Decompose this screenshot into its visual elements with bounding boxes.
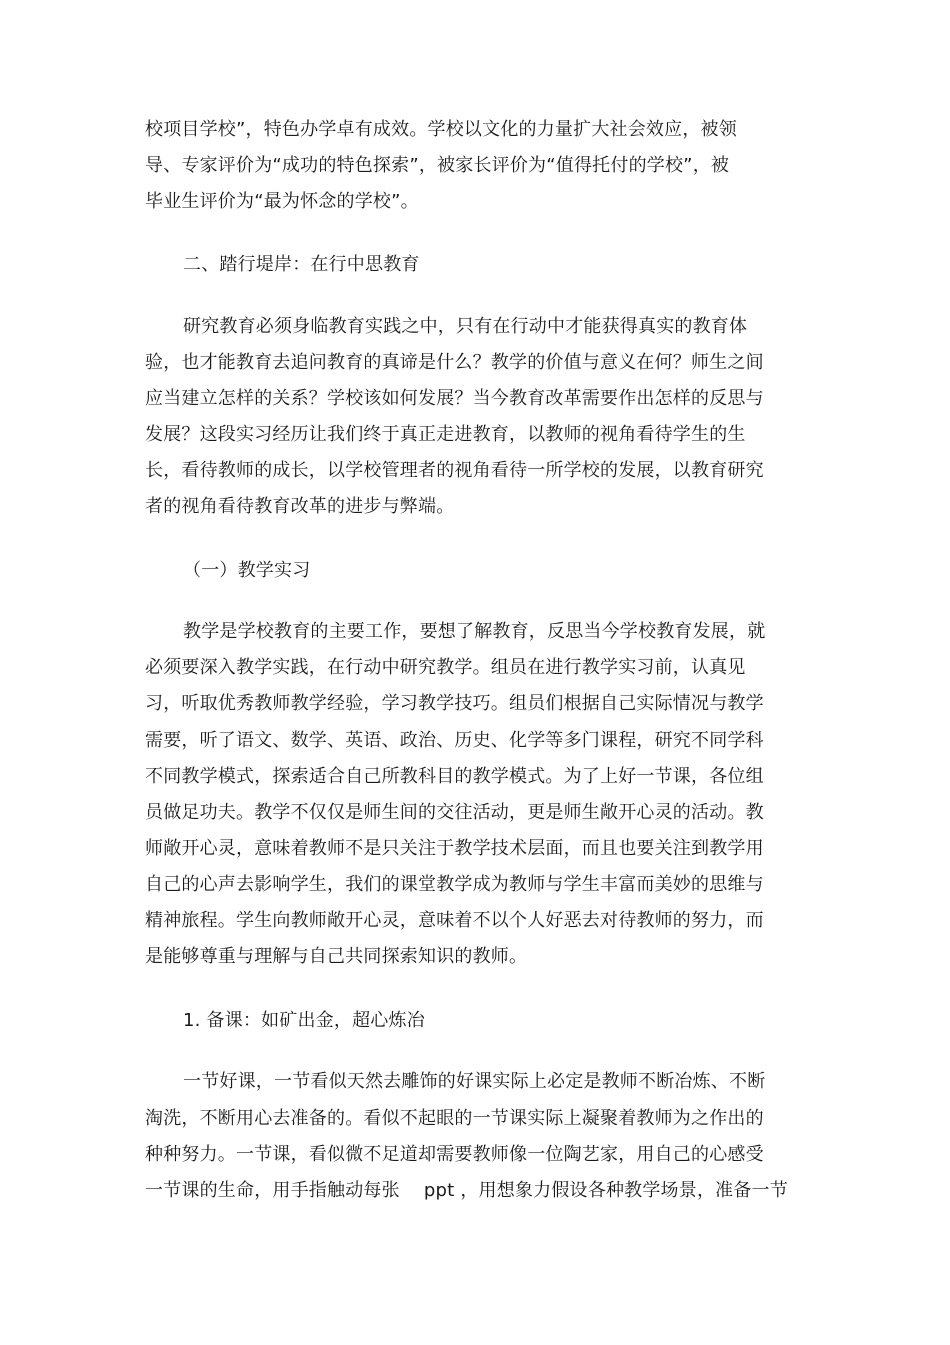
paragraph-line: 精神旅程。学生向教师敞开心灵，意味着不以个人好恶去对待教师的努力，而 — [145, 910, 764, 931]
paragraph-line: 教学是学校教育的主要工作，要想了解教育，反思当今学校教育发展，就 — [183, 621, 766, 642]
paragraph-line: 种种努力。一节课，看似微不足道却需要教师像一位陶艺家，用自己的心感受 — [145, 1144, 764, 1165]
paragraph-line: 自己的心声去影响学生，我们的课堂教学成为教师与学生丰富而美妙的思维与 — [145, 874, 764, 895]
paragraph-line: 是能够尊重与理解与自己共同探索知识的教师。 — [145, 946, 528, 967]
paragraph-line: 习，听取优秀教师教学经验，学习教学技巧。组员们根据自己实际情况与教学 — [145, 693, 764, 714]
paragraph-line: 一节好课，一节看似天然去雕饰的好课实际上必定是教师不断冶炼、不断 — [183, 1071, 766, 1092]
paragraph-line: 研究教育必须身临教育实践之中，只有在行动中才能获得真实的教育体 — [183, 316, 748, 337]
paragraph-line: 必须要深入教学实践，在行动中研究教学。组员在进行教学实习前，认真见 — [145, 657, 746, 678]
paragraph-line: 不同教学模式，探索适合自己所教科目的教学模式。为了上好一节课，各位组 — [145, 766, 764, 787]
paragraph-line: 应当建立怎样的关系？学校该如何发展？当今教育改革需要作出怎样的反思与 — [145, 388, 764, 409]
numbered-heading: 1. 备课：如矿出金，超心炼冶 — [183, 1010, 425, 1031]
section-heading: 二、踏行堤岸：在行中思教育 — [183, 254, 420, 275]
paragraph-line: 毕业生评价为“最为怀念的学校”。 — [145, 191, 419, 212]
paragraph-line: 需要，听了语文、数学、英语、政治、历史、化学等多门课程，研究不同学科 — [145, 730, 764, 751]
paragraph-line: 一节课的生命，用手指触动每张 ppt ，用想象力假设各种教学场景，准备一节 — [145, 1180, 788, 1201]
paragraph-line: 导、专家评价为“成功的特色探索”，被家长评价为“值得托付的学校”，被 — [145, 155, 730, 176]
paragraph-line: 发展？这段实习经历让我们终于真正走进教育，以教师的视角看待学生的生 — [145, 424, 746, 445]
paragraph-line: 校项目学校”，特色办学卓有成效。学校以文化的力量扩大社会效应，被领 — [145, 119, 737, 140]
paragraph-line: 验，也才能教育去追问教育的真谛是什么？教学的价值与意义在何？师生之间 — [145, 352, 764, 373]
subsection-heading: （一）教学实习 — [183, 560, 311, 581]
paragraph-line: 师敞开心灵，意味着教师不是只关注于教学技术层面，而且也要关注到教学用 — [145, 838, 764, 859]
paragraph-line: 长，看待教师的成长，以学校管理者的视角看待一所学校的发展，以教育研究 — [145, 460, 764, 481]
paragraph-line: 淘洗，不断用心去准备的。看似不起眼的一节课实际上凝聚着教师为之作出的 — [145, 1108, 764, 1129]
paragraph-line: 者的视角看待教育改革的进步与弊端。 — [145, 496, 455, 517]
paragraph-line: 员做足功夫。教学不仅仅是师生间的交往活动，更是师生敞开心灵的活动。教 — [145, 802, 764, 823]
